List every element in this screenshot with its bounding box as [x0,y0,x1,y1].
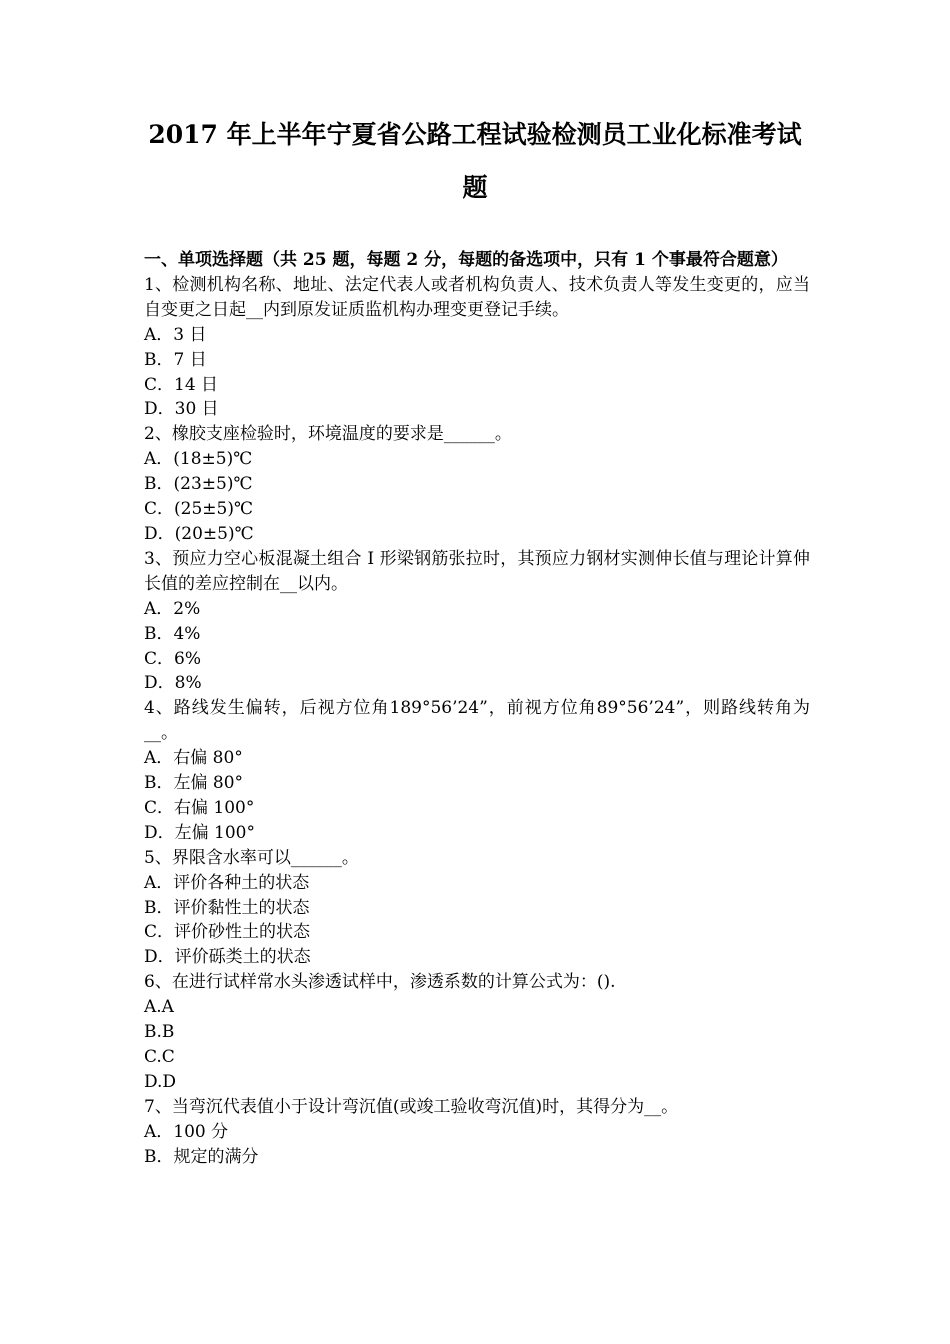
question-stem: 5、界限含水率可以______。 [144,847,359,868]
question-3 [144,547,810,696]
question-stem: 7、当弯沉代表值小于设计弯沉值(或竣工验收弯沉值)时，其得分为__。 [144,1096,679,1117]
option-a: A．3 日 [144,324,207,345]
option-c: C．右偏 100° [144,797,255,818]
option-b: B．7 日 [144,349,207,370]
question-6 [144,970,810,1095]
option-d: D．左偏 100° [144,822,255,843]
question-stem: 1、检测机构名称、地址、法定代表人或者机构负责人、技术负责人等发生变更的，应当自变更之日起__内到原发证质监机构办理变更登记手续。 [144,274,810,320]
option-d: D．(20±5)℃ [144,523,254,544]
option-c: C．6% [144,648,201,669]
option-b: B.B [144,1022,175,1043]
question-2 [144,422,810,547]
option-c: C．(25±5)℃ [144,499,253,520]
option-a: A．右偏 80° [144,748,243,769]
option-a: A．100 分 [144,1121,229,1142]
question-7 [144,1095,810,1170]
option-d: D．30 日 [144,399,219,420]
question-stem: 4、路线发生偏转，后视方位角189°56’24”，前视方位角89°56’24”，则路线转角为__。 [144,698,810,744]
option-c: C．14 日 [144,374,219,395]
question-1 [144,273,810,422]
document-body [144,248,810,1170]
option-b: B．左偏 80° [144,773,244,794]
option-a: A．2% [144,598,201,619]
question-stem: 2、橡胶支座检验时，环境温度的要求是______。 [144,424,512,445]
option-d: D．评价砾类土的状态 [144,947,311,968]
option-a: A．(18±5)℃ [144,449,253,470]
option-a: A.A [144,997,174,1018]
question-stem: 6、在进行试样常水头渗透试样中，渗透系数的计算公式为：(). [144,972,616,993]
option-d: D.D [144,1071,177,1092]
option-b: B．4% [144,623,201,644]
section-heading: 一、单项选择题（共 25 题，每题 2 分，每题的备选项中，只有 1 个事最符合题意） [144,250,788,270]
document-title: 2017 年上半年宁夏省公路工程试验检测员工业化标准考试 [148,120,802,149]
option-b: B．(23±5)℃ [144,474,253,495]
option-c: C.C [144,1047,175,1067]
option-b: B．规定的满分 [144,1146,259,1167]
question-5 [144,846,810,971]
option-b: B．评价黏性土的状态 [144,897,310,918]
option-a: A．评价各种土的状态 [144,872,310,893]
option-d: D．8% [144,673,202,694]
question-stem: 3、预应力空心板混凝土组合 I 形梁钢筋张拉时，其预应力钢材实测伸长值与理论计算伸长值的差应控制在__以内。 [144,548,810,594]
question-4 [144,696,810,845]
option-c: C．评价砂性土的状态 [144,922,311,943]
document-title-continuation: 题 [462,173,488,202]
